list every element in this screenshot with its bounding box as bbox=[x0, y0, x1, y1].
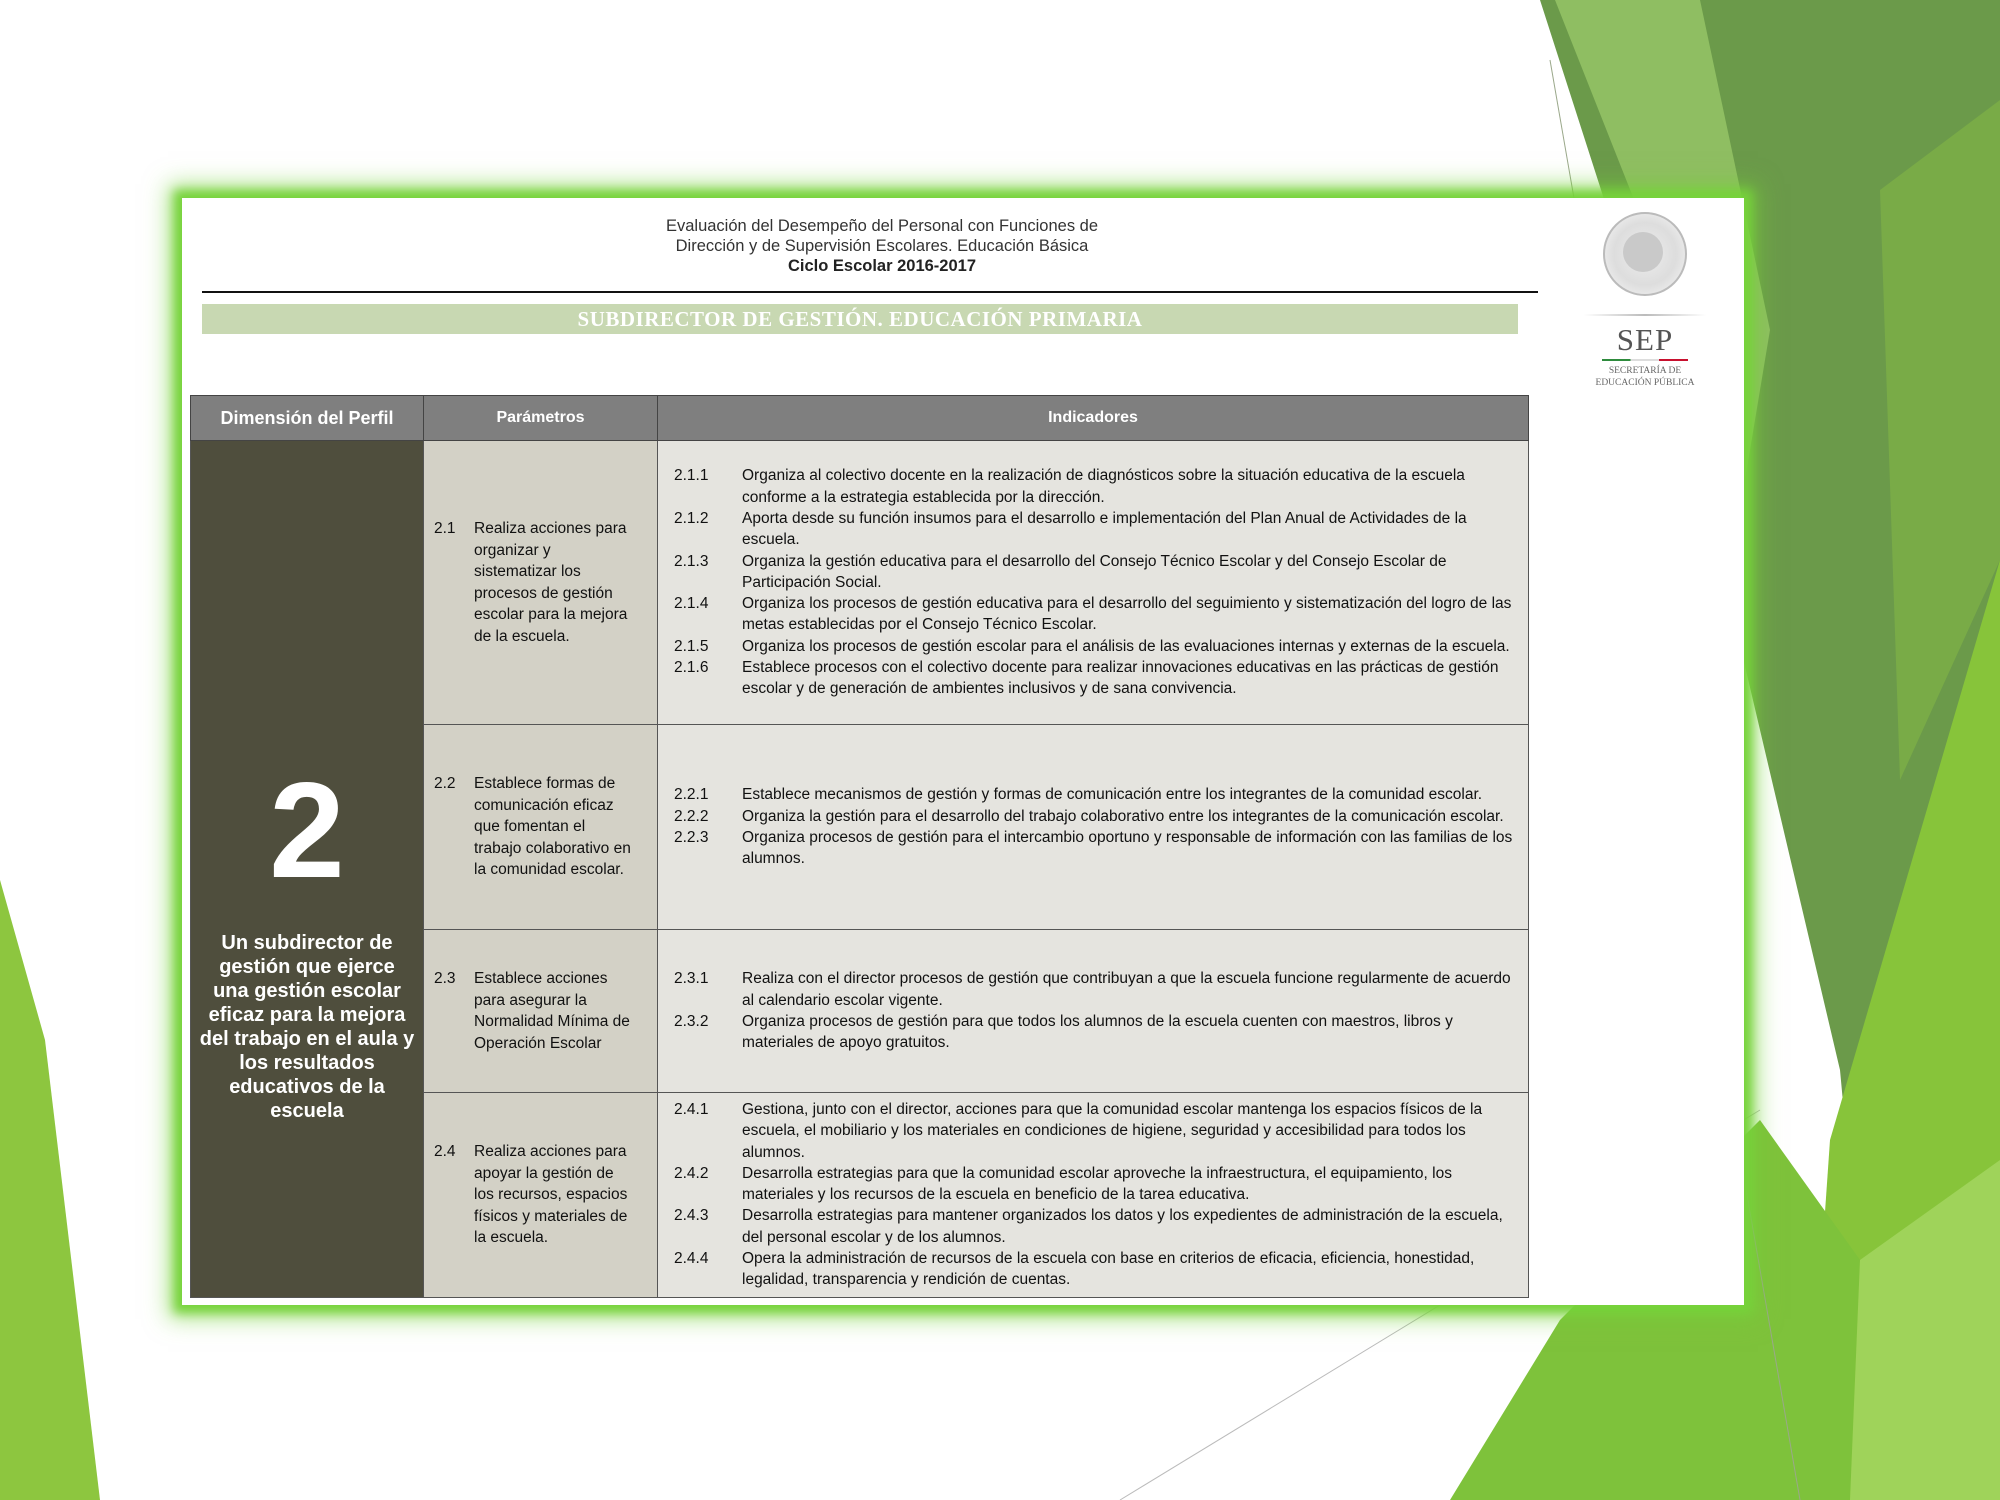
indicator-number: 2.4.1 bbox=[674, 1101, 709, 1118]
header-line-3: Ciclo Escolar 2016-2017 bbox=[787, 257, 977, 275]
indicator-text: Organiza los procesos de gestión educativa para el desarrollo del seguimiento y sistematización del logro de las metas establecidas por el Consejo Técnico Escolar. bbox=[742, 595, 1512, 634]
indicator-cell bbox=[658, 930, 1529, 1093]
title-band: SUBDIRECTOR DE GESTIÓN. EDUCACIÓN PRIMARIA bbox=[202, 304, 1518, 334]
indicator-number: 2.1.2 bbox=[674, 509, 709, 527]
parameter-number: 2.3 bbox=[434, 970, 456, 987]
indicator-item bbox=[674, 1011, 1516, 1054]
indicator-number: 2.3.1 bbox=[674, 970, 709, 988]
indicator-number: 2.2.3 bbox=[674, 829, 709, 846]
left-green-shape bbox=[0, 880, 100, 1500]
indicator-text: Opera la administración de recursos de la escuela con base en criterios de eficacia, eficiencia, honestidad, legalidad, transparencia y rendición de cuentas. bbox=[742, 1250, 1475, 1289]
indicator-text: Organiza la gestión educativa para el desarrollo del Consejo Técnico Escolar y del Consejo Escolar de Participación Social. bbox=[742, 552, 1447, 591]
header-dimension: Dimensión del Perfil bbox=[191, 396, 424, 441]
parameter-cell bbox=[424, 1093, 658, 1298]
parameter-cell bbox=[424, 930, 658, 1093]
indicator-item bbox=[674, 465, 1516, 508]
tricolor-line bbox=[1602, 359, 1688, 361]
indicator-number: 2.1.3 bbox=[674, 552, 709, 570]
parameter-number: 2.4 bbox=[434, 1143, 456, 1161]
indicator-number: 2.2.2 bbox=[674, 807, 709, 825]
document-image bbox=[182, 198, 1744, 1305]
indicator-number: 2.3.2 bbox=[674, 1013, 709, 1030]
parameter-text: Establece formas de comunicación eficaz que fomentan el trabajo colaborativo en la comunidad escolar. bbox=[474, 775, 631, 879]
indicator-number: 2.1.6 bbox=[674, 659, 709, 677]
national-seal-icon bbox=[1603, 212, 1687, 296]
table-header-row bbox=[191, 396, 1529, 441]
dimension-number: 2 bbox=[269, 753, 345, 906]
indicator-number: 2.4.2 bbox=[674, 1164, 709, 1182]
sep-logo-text: SEP bbox=[1616, 322, 1674, 357]
parameter-text: Establece acciones para asegurar la Normalidad Mínima de Operación Escolar bbox=[474, 970, 630, 1052]
indicator-number: 2.2.1 bbox=[674, 786, 709, 804]
indicator-text: Desarrolla estrategias para mantener organizados los datos y los expedientes de administración de la escuela, del personal escolar y de los alumnos. bbox=[742, 1207, 1503, 1246]
parameter-number: 2.1 bbox=[434, 520, 456, 537]
indicator-item bbox=[674, 551, 1516, 594]
header-indicators: Indicadores bbox=[658, 396, 1529, 441]
indicator-number: 2.1.1 bbox=[674, 467, 709, 485]
sep-subtitle-1: SECRETARÍA DE bbox=[1608, 366, 1682, 376]
indicator-number: 2.1.4 bbox=[674, 595, 709, 613]
logo-divider bbox=[1584, 314, 1706, 316]
dimension-cell bbox=[191, 441, 424, 1298]
indicator-item bbox=[674, 968, 1516, 1011]
profile-table bbox=[190, 395, 1529, 1298]
indicator-item bbox=[674, 1099, 1516, 1163]
indicator-text: Desarrolla estrategias para que la comunidad escolar aproveche la infraestructura, el equipamiento, los materiales y los recursos de la escuela en beneficio de la tarea educativa. bbox=[742, 1164, 1452, 1204]
dimension-description: Un subdirector de gestión que ejerce una gestión escolar eficaz para la mejora del trabajo en el aula y los resultados educativos de la escuela bbox=[199, 931, 415, 1122]
indicator-text: Organiza procesos de gestión para que todos los alumnos de la escuela cuenten con maestros, libros y materiales de apoyo gratuitos. bbox=[742, 1013, 1453, 1052]
indicator-item bbox=[674, 784, 1516, 805]
indicator-item bbox=[674, 1248, 1516, 1291]
indicator-item bbox=[674, 636, 1516, 657]
indicator-item bbox=[674, 1163, 1516, 1206]
parameter-text: Realiza acciones para organizar y sistematizar los procesos de gestión escolar para la mejora de la escuela. bbox=[474, 520, 628, 645]
header-line-1: Evaluación del Desempeño del Personal con Funciones de bbox=[665, 217, 1099, 235]
indicator-number: 2.4.3 bbox=[674, 1207, 709, 1225]
parameter-number: 2.2 bbox=[434, 775, 456, 793]
parameter-cell bbox=[424, 441, 658, 725]
header-line-2: Dirección y de Supervisión Escolares. Educación Básica bbox=[675, 237, 1089, 255]
parameter-text: Realiza acciones para apoyar la gestión de los recursos, espacios físicos y materiales de la escuela. bbox=[474, 1143, 628, 1247]
indicator-cell bbox=[658, 725, 1529, 930]
document-header bbox=[602, 216, 1162, 276]
indicator-text: Organiza al colectivo docente en la realización de diagnósticos sobre la situación educativa de la escuela conforme a la estrategia establecida por la dirección. bbox=[742, 467, 1465, 506]
indicator-item bbox=[674, 1205, 1516, 1248]
indicator-item bbox=[674, 508, 1516, 551]
indicator-item bbox=[674, 827, 1516, 870]
sep-subtitle-2: EDUCACIÓN PÚBLICA bbox=[1595, 378, 1695, 388]
indicator-text: Establece mecanismos de gestión y formas de comunicación entre los integrantes de la comunidad escolar. bbox=[742, 786, 1483, 804]
indicator-cell bbox=[658, 1093, 1529, 1298]
table-row bbox=[191, 441, 1529, 725]
indicator-number: 2.1.5 bbox=[674, 637, 709, 655]
indicator-text: Gestiona, junto con el director, acciones para que la comunidad escolar mantenga los espacios físicos de la escuela, el mobiliario y los materiales en condiciones de higiene, seguridad y accesibilidad para todos los alumnos. bbox=[742, 1101, 1483, 1161]
indicator-number: 2.4.4 bbox=[674, 1250, 709, 1268]
indicator-text: Organiza la gestión para el desarrollo del trabajo colaborativo entre los integrantes de la comunicación escolar. bbox=[742, 807, 1504, 825]
indicator-text: Organiza los procesos de gestión escolar para el análisis de las evaluaciones internas y externas de la escuela. bbox=[742, 637, 1510, 655]
header-rule bbox=[202, 291, 1538, 293]
indicator-cell bbox=[658, 441, 1529, 725]
indicator-item bbox=[674, 806, 1516, 827]
parameter-cell bbox=[424, 725, 658, 930]
indicator-item bbox=[674, 657, 1516, 700]
indicator-text: Realiza con el director procesos de gestión que contribuyan a que la escuela funcione regularmente de acuerdo al calendario escolar vigente. bbox=[742, 970, 1511, 1009]
indicator-text: Organiza procesos de gestión para el intercambio oportuno y responsable de información con las familias de los alumnos. bbox=[742, 829, 1513, 868]
sep-logo bbox=[1584, 212, 1706, 389]
indicator-text: Aporta desde su función insumos para el desarrollo e implementación del Plan Anual de Actividades de la escuela. bbox=[742, 509, 1467, 549]
indicator-text: Establece procesos con el colectivo docente para realizar innovaciones educativas en las prácticas de gestión escolar y de generación de ambientes inclusivos y de sana convivencia. bbox=[742, 659, 1499, 698]
header-parameters: Parámetros bbox=[424, 396, 658, 441]
indicator-item bbox=[674, 593, 1516, 636]
